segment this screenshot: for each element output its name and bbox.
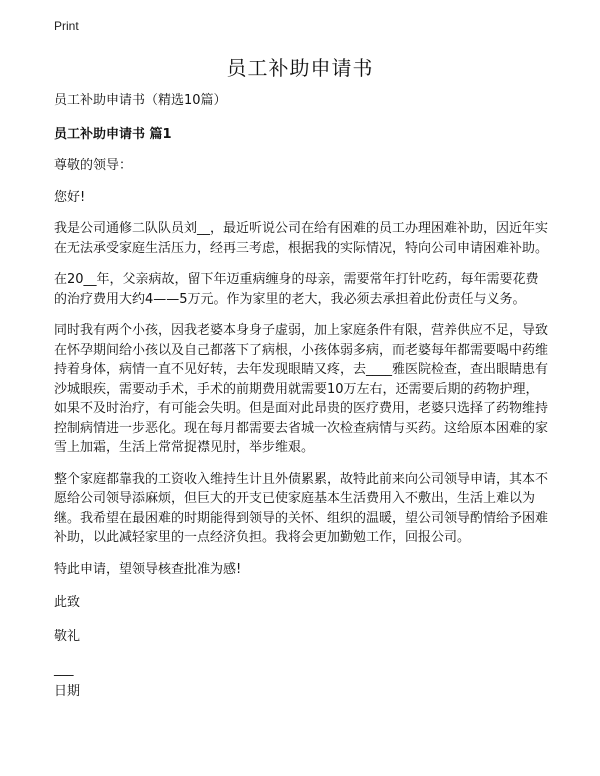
signature-line: ___ [54,662,74,677]
closing-salute: 敬礼 [54,628,81,644]
body-paragraph: 在20__年，父亲病故，留下年迈重病缠身的母亲，需要常年打针吃药，每年需要花费的治疗费用大约4——5万元。作为家里的老大，我必须去承担着此份责任与义务。 [54,272,539,307]
body-paragraph: 整个家庭都靠我的工资收入维持生计且外债累累，故特此前来向公司领导申请，其本不愿给公司领导添麻烦，但巨大的开支已使家庭基本生活费用入不敷出，生活上难以为继。我希望在最困难的时期能得到领导的关怀、组织的温暖，望公司领导酌情给予困难补助，以此减轻家里的一点经济负担。我将会更加勤勉工作，回报公司。 [54,471,549,545]
closing-request: 特此申请，望领导核查批准为感! [54,561,242,577]
greeting: 您好! [54,189,86,205]
date-label: 日期 [54,683,81,699]
body-paragraph: 我是公司通修二队队员刘__，最近听说公司在给有困难的员工办理困难补助，因近年实在无法承受家庭生活压力，经再三考虑，根据我的实际情况，特向公司申请困难补助。 [54,221,549,256]
closing-respectfully: 此致 [54,595,81,610]
body-paragraph: 同时我有两个小孩，因我老婆本身身子虚弱，加上家庭条件有限，营养供应不足，导致在怀孕期间给小孩以及自己都落下了病根，小孩体弱多病，而老婆每年都需要喝中药维持着身体，病情一直不见好转，去年发现眼睛又疼，去____雅医院检查，查出眼睛患有沙城眼疾，需要动手术，手术的前期费用就需要10万左右，还需要后期的药物护理，如果不及时治疗，有可能会失明。但是面对此昂贵的医疗费用，老婆只选择了药物维持控制病情进一步恶化。现在每月都需要去省城一次检查病情与买药。这给原本困难的家雪上加霜，生活上常常捉襟见肘，举步维艰。 [54,323,549,455]
salutation: 尊敬的领导： [54,158,133,173]
document-subtitle: 员工补助申请书（精选10篇） [54,93,227,108]
print-link[interactable]: Print [54,19,79,33]
document-title: 员工补助申请书 [226,56,374,80]
section-heading: 员工补助申请书 篇1 [54,126,172,142]
document-body [54,91,550,701]
